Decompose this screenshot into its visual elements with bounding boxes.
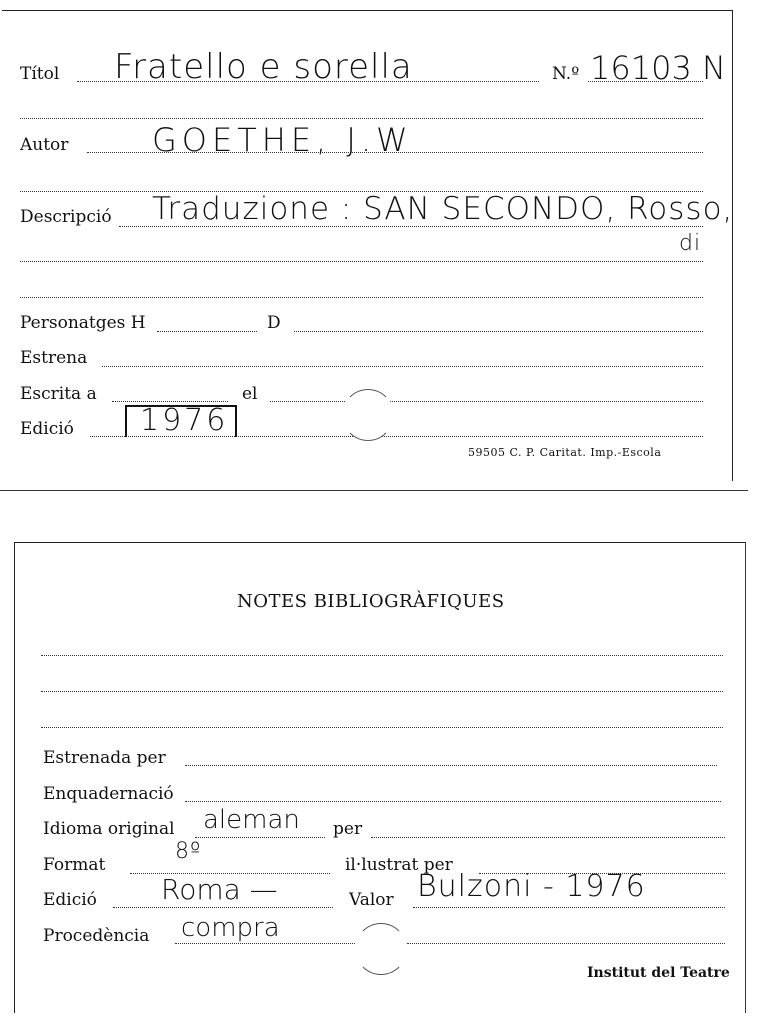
escrita-line (112, 401, 228, 402)
edicio2-value: Roma — (161, 873, 278, 906)
blank-line-1 (20, 118, 703, 119)
punch-hole-2 (355, 923, 407, 975)
procedencia-line-2 (407, 943, 725, 944)
autor-label: Autor (20, 135, 69, 155)
estrena-label: Estrena (20, 348, 88, 368)
notes-title: NOTES BIBLIOGRÀFIQUES (237, 591, 505, 612)
personatges-d-line (294, 331, 703, 332)
notes-line-2 (41, 691, 723, 692)
autor-value: GOETHE, J.W (152, 121, 413, 159)
descripcio-value: Traduzione : SAN SECONDO, Rosso, (152, 191, 734, 227)
notes-line-1 (41, 655, 723, 656)
estrenada-line (185, 765, 717, 766)
enquadernacio-line (185, 801, 721, 802)
procedencia-value: compra (181, 913, 280, 943)
personatges-d-label: D (267, 313, 281, 333)
numero-value: 16103 N (590, 49, 726, 87)
descripcio-value-2: di (679, 231, 702, 256)
card-separator (0, 490, 748, 491)
escrita-label: Escrita a (20, 384, 97, 404)
descripcio-label: Descripció (20, 207, 112, 227)
valor-value: Bulzoni - 1976 (417, 869, 646, 904)
per-line (371, 837, 725, 838)
idioma-line (195, 837, 325, 838)
punch-hole (342, 389, 394, 441)
blank-line-4 (20, 297, 703, 298)
institution-name: Institut del Teatre (587, 965, 730, 981)
illustrat-label: il·lustrat per (345, 855, 453, 875)
format-label: Format (43, 855, 106, 875)
idioma-label: Idioma original (43, 819, 175, 839)
personatges-h-line (157, 331, 257, 332)
blank-line-3 (20, 261, 703, 262)
estrenada-label: Estrenada per (43, 748, 166, 768)
edicio-label: Edició (20, 419, 74, 439)
catalog-card-front (2, 10, 733, 481)
titol-value: Fratello e sorella (114, 47, 413, 87)
valor-label: Valor (349, 890, 394, 910)
edicio2-label: Edició (43, 890, 97, 910)
valor-line (413, 907, 725, 908)
enquadernacio-label: Enquadernació (43, 784, 174, 804)
procedencia-line (175, 943, 355, 944)
el-label: el (242, 384, 258, 404)
notes-line-3 (41, 727, 723, 728)
per-label: per (333, 819, 363, 839)
personatges-label: Personatges H (20, 313, 146, 333)
estrena-line (102, 366, 703, 367)
printer-imprint: 59505 C. P. Caritat. Imp.-Escola (468, 446, 662, 459)
procedencia-label: Procedència (43, 926, 150, 946)
numero-label: N.º (552, 64, 580, 84)
el-line (270, 401, 703, 402)
idioma-value: aleman (203, 805, 300, 835)
edicio2-line (113, 907, 333, 908)
catalog-card-back (14, 542, 746, 1013)
titol-label: Títol (20, 64, 60, 84)
edicio-value: 1976 (140, 403, 229, 438)
format-value: 8º (175, 839, 202, 864)
